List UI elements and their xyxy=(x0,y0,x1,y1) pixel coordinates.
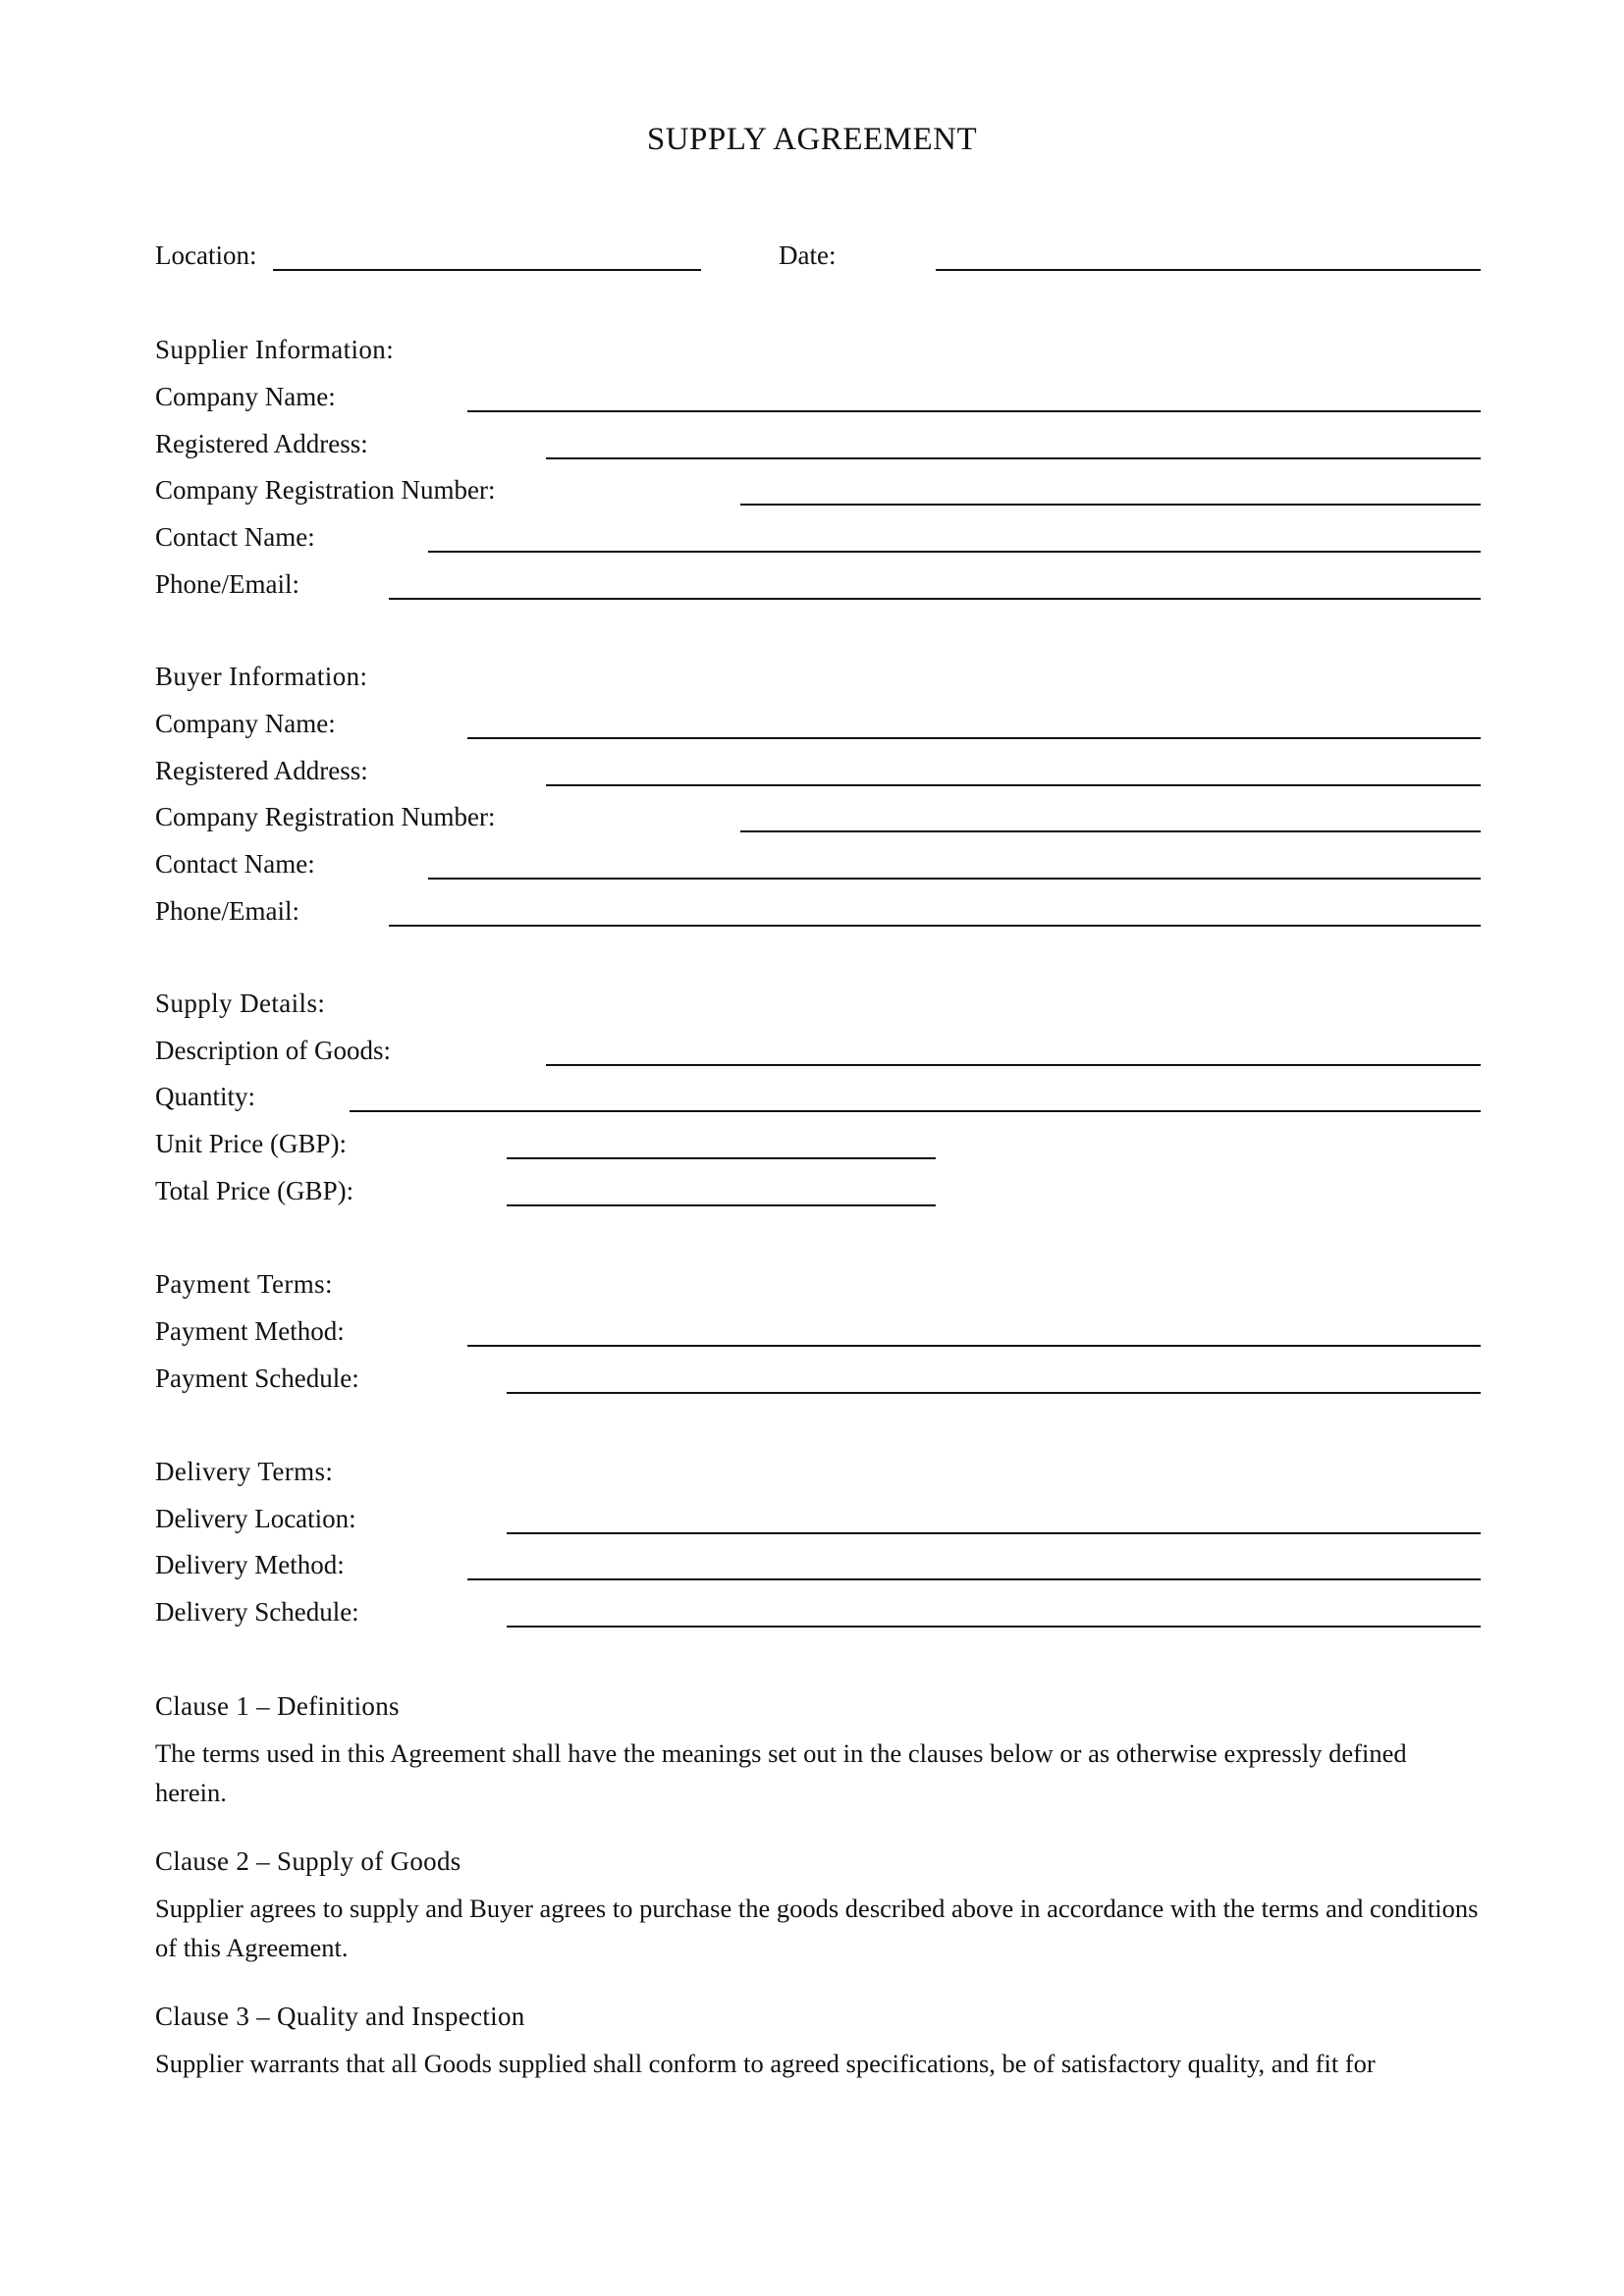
field-label: Payment Method: xyxy=(155,1316,345,1346)
delivery-field-row xyxy=(0,1541,1624,1588)
quantity-field[interactable] xyxy=(350,1110,1481,1112)
payment-field-row xyxy=(0,1308,1624,1355)
buyer-field-row xyxy=(0,700,1624,747)
field-label: Phone/Email: xyxy=(155,569,299,599)
supplier-field-row xyxy=(0,561,1624,608)
delivery-schedule-field[interactable] xyxy=(507,1626,1481,1628)
date-label: Date: xyxy=(779,240,837,270)
supplier-phone-email-field[interactable] xyxy=(389,598,1481,600)
supply-field-row xyxy=(0,1167,1624,1214)
clause-body: The terms used in this Agreement shall have the meanings set out in the clauses below or as otherwise expressly defined herein. xyxy=(155,1738,1407,1807)
description-of-goods-field[interactable] xyxy=(546,1064,1481,1066)
field-label: Description of Goods: xyxy=(155,1036,391,1065)
header-row xyxy=(0,232,1624,279)
field-label: Unit Price (GBP): xyxy=(155,1129,347,1158)
field-label: Company Name: xyxy=(155,709,336,738)
supply-field-row xyxy=(0,1073,1624,1120)
total-price-field[interactable] xyxy=(507,1204,936,1206)
buyer-registered-address-field[interactable] xyxy=(546,784,1481,786)
buyer-field-row xyxy=(0,840,1624,887)
clause-body: Supplier warrants that all Goods supplied shall conform to agreed specifications, be of satisfactory quality, and fit for xyxy=(155,2049,1376,2078)
delivery-method-field[interactable] xyxy=(467,1578,1481,1580)
field-label: Company Name: xyxy=(155,382,336,411)
supplier-field-row xyxy=(0,420,1624,467)
supplier-field-row xyxy=(0,373,1624,420)
location-field[interactable] xyxy=(273,269,701,271)
supplier-company-name-field[interactable] xyxy=(467,410,1481,412)
buyer-phone-email-field[interactable] xyxy=(389,925,1481,927)
field-label: Phone/Email: xyxy=(155,896,299,926)
field-label: Registered Address: xyxy=(155,756,368,785)
field-label: Quantity: xyxy=(155,1082,255,1111)
field-label: Payment Schedule: xyxy=(155,1363,359,1393)
location-label: Location: xyxy=(155,240,257,270)
delivery-field-row xyxy=(0,1588,1624,1635)
supplier-heading: Supplier Information: xyxy=(155,335,395,364)
supplier-field-row xyxy=(0,466,1624,513)
field-label: Delivery Method: xyxy=(155,1550,345,1579)
field-label: Delivery Location: xyxy=(155,1504,356,1533)
supplier-registered-address-field[interactable] xyxy=(546,457,1481,459)
field-label: Contact Name: xyxy=(155,522,315,552)
clause-heading: Clause 2 – Supply of Goods xyxy=(155,1846,461,1876)
field-label: Contact Name: xyxy=(155,849,315,879)
buyer-company-name-field[interactable] xyxy=(467,737,1481,739)
delivery-location-field[interactable] xyxy=(507,1532,1481,1534)
field-label: Company Registration Number: xyxy=(155,802,496,831)
supplier-contact-name-field[interactable] xyxy=(428,551,1481,553)
clause-heading: Clause 1 – Definitions xyxy=(155,1691,400,1721)
payment-heading: Payment Terms: xyxy=(155,1269,333,1299)
field-label: Registered Address: xyxy=(155,429,368,458)
clause-heading: Clause 3 – Quality and Inspection xyxy=(155,2002,525,2031)
buyer-field-row xyxy=(0,793,1624,840)
buyer-heading: Buyer Information: xyxy=(155,662,368,691)
supply-heading: Supply Details: xyxy=(155,988,326,1018)
supplier-field-row xyxy=(0,513,1624,561)
field-label: Total Price (GBP): xyxy=(155,1176,354,1205)
buyer-contact-name-field[interactable] xyxy=(428,878,1481,880)
supplier-registration-number-field[interactable] xyxy=(740,504,1481,506)
buyer-registration-number-field[interactable] xyxy=(740,830,1481,832)
payment-field-row xyxy=(0,1355,1624,1402)
supply-field-row xyxy=(0,1027,1624,1074)
supply-field-row xyxy=(0,1120,1624,1167)
field-label: Company Registration Number: xyxy=(155,475,496,505)
unit-price-field[interactable] xyxy=(507,1157,936,1159)
buyer-field-row xyxy=(0,747,1624,794)
payment-method-field[interactable] xyxy=(467,1345,1481,1347)
delivery-heading: Delivery Terms: xyxy=(155,1457,334,1486)
date-field[interactable] xyxy=(936,269,1481,271)
payment-schedule-field[interactable] xyxy=(507,1392,1481,1394)
clause-body: Supplier agrees to supply and Buyer agrees to purchase the goods described above in accordance with the terms and conditions of this Agreement. xyxy=(155,1894,1479,1962)
delivery-field-row xyxy=(0,1495,1624,1542)
document-title: SUPPLY AGREEMENT xyxy=(646,122,978,157)
field-label: Delivery Schedule: xyxy=(155,1597,359,1627)
buyer-field-row xyxy=(0,887,1624,934)
